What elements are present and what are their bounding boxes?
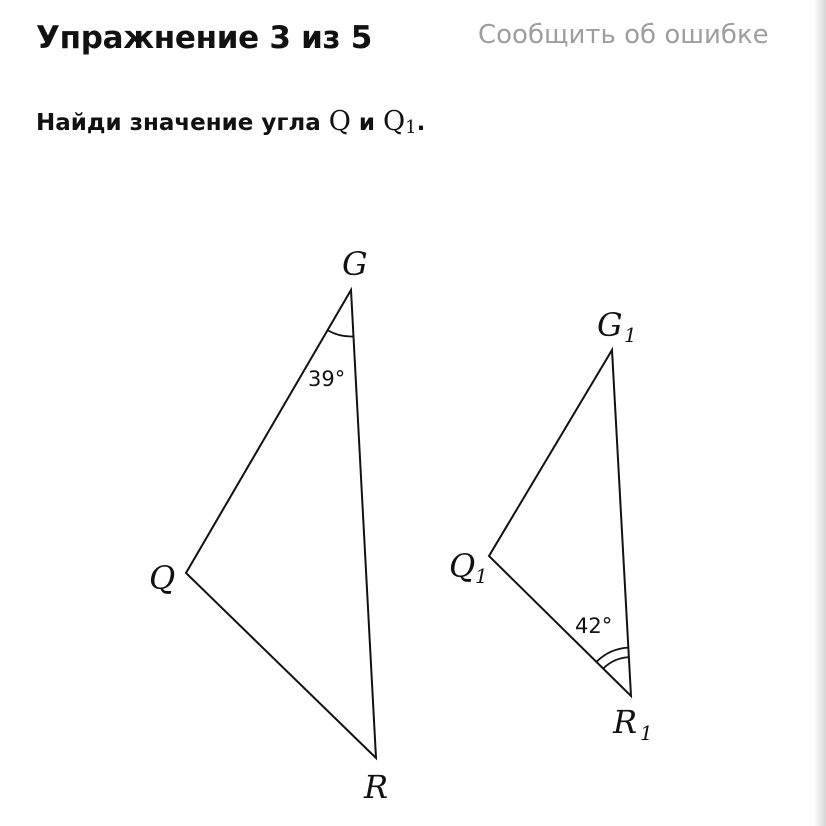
vertex-g-label: G [342,245,368,283]
triangle-g1q1r1 [449,306,653,745]
angle-r1-value: 42° [575,614,613,638]
report-error-link[interactable]: Сообщить об ошибке [478,20,769,50]
vertex-r-label: R [364,768,389,806]
triangle-g1q1r1-shape [489,350,631,696]
vertex-q1-label [449,547,488,588]
task-text-prefix: Найди значение угла [36,110,329,136]
task-suffix: . [416,110,426,136]
svg-text:G: G [597,306,623,344]
vertex-q-label: Q [149,559,176,597]
svg-text:1: 1 [475,564,488,588]
angle-g-value: 39° [308,367,346,391]
vertex-g1-label [597,306,637,347]
angle-q-label: Q [328,106,351,137]
svg-text:R: R [613,703,638,741]
page-edge-shadow [814,0,826,826]
exercise-title: Упражнение 3 из 5 [36,20,373,56]
svg-text:Q: Q [449,547,476,585]
svg-text:1: 1 [624,323,637,347]
angle-g-arc [328,330,354,336]
angle-q1-label: $Q_1$ [383,106,417,138]
triangle-gqr [149,245,388,806]
triangle-gqr-shape [186,290,376,758]
svg-text:1: 1 [640,721,653,745]
vertex-r1-label [612,703,653,745]
angle-r1-arc-inner [597,648,629,662]
angle-r1-arc-outer [604,657,629,668]
task-connector: и [350,110,384,136]
